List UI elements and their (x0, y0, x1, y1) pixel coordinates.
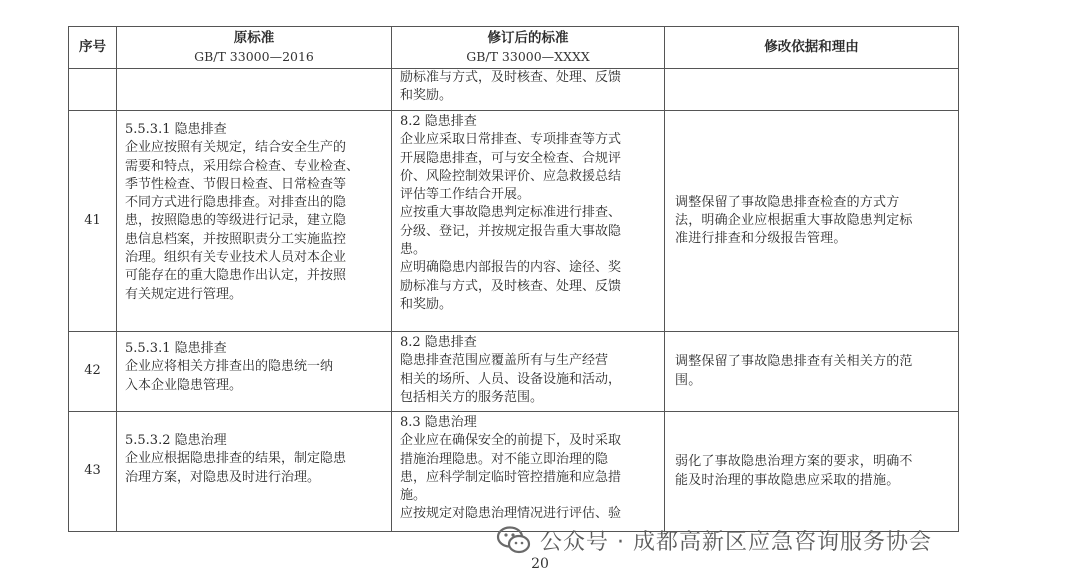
header-reason: 修改依据和理由 (665, 27, 959, 69)
row-reason: 弱化了事故隐患治理方案的要求，明确不 能及时治理的事故隐患应采取的措施。 (665, 412, 959, 532)
row-seq (69, 69, 117, 111)
header-revised-title: 修订后的标准 (487, 30, 569, 47)
row-seq: 43 (69, 412, 117, 532)
header-revised-code: GB/T 33000—XXXX (466, 48, 590, 64)
table-row (69, 332, 959, 412)
row-original: 5.5.3.1 隐患排查 企业应按照有关规定，结合安全生产的 需要和特点，采用综合检查、专业检查、 季节性检查、节假日检查、日常检查等 不同方式进行隐患排查。对排查出的隐 患，按照隐患的等级进行记录，建立隐 患信息档案，并按照职责分工实施监控 治理。组织有关专业技术人员对本企业 可能存在的重大隐患作出认定，并按照 有关规定进行管理。 (117, 111, 392, 332)
row-original: 5.5.3.1 隐患排查 企业应将相关方排查出的隐患统一纳 入本企业隐患管理。 (117, 332, 392, 412)
header-seq: 序号 (69, 27, 117, 69)
row-revised: 8.2 隐患排查 企业应采取日常排查、专项排查等方式 开展隐患排查，可与安全检查、合规评 价、风险控制效果评价、应急救援总结 评估等工作结合开展。 应按重大事故隐患判定标准进行排查、 分级、登记，并按规定报告重大事故隐 患。 应明确隐患内部报告的内容、途径、奖 励标准与方式，及时核查、处理、反馈 和奖励。 (392, 111, 665, 332)
page-number: 20 (531, 556, 549, 572)
table-row (69, 69, 959, 111)
row-reason: 调整保留了事故隐患排查检查的方式方 法，明确企业应根据重大事故隐患判定标 准进行排查和分级报告管理。 (665, 111, 959, 332)
header-revised (392, 27, 665, 69)
table-header-row (69, 27, 959, 69)
row-revised: 8.2 隐患排查 隐患排查范围应覆盖所有与生产经营 相关的场所、人员、设备设施和活动， 包括相关方的服务范围。 (392, 332, 665, 412)
wechat-icon (496, 525, 532, 555)
header-original (117, 27, 392, 69)
watermark-text: 公众号 · 成都高新区应急咨询服务协会 (540, 529, 932, 555)
table-row (69, 111, 959, 332)
row-revised: 8.3 隐患治理 企业应在确保安全的前提下，及时采取 措施治理隐患。对不能立即治理的隐 患，应科学制定临时管控措施和应急措 施。 应按规定对隐患治理情况进行评估、验 (392, 412, 665, 532)
row-reason (665, 69, 959, 111)
wechat-watermark (496, 520, 932, 560)
row-seq: 41 (69, 111, 117, 332)
row-original: 5.5.3.2 隐患治理 企业应根据隐患排查的结果，制定隐患 治理方案，对隐患及时进行治理。 (117, 412, 392, 532)
row-original (117, 69, 392, 111)
row-seq: 42 (69, 332, 117, 412)
header-original-title: 原标准 (233, 30, 275, 47)
row-revised: 励标准与方式，及时核查、处理、反馈 和奖励。 (392, 69, 665, 111)
header-original-code: GB/T 33000—2016 (194, 48, 314, 64)
comparison-table (68, 26, 959, 532)
table-row (69, 412, 959, 532)
row-reason: 调整保留了事故隐患排查有关相关方的范 围。 (665, 332, 959, 412)
